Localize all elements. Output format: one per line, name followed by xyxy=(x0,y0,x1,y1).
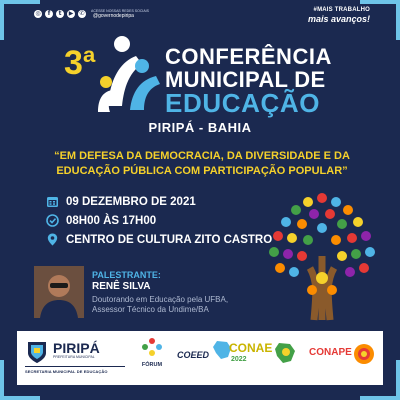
hands-tree-illustration xyxy=(262,186,382,322)
slogan xyxy=(308,6,370,24)
conae-label: CONAE xyxy=(229,341,273,355)
corner-decoration xyxy=(0,396,40,400)
date-row xyxy=(46,195,196,208)
coeed-label: COEED xyxy=(177,350,210,360)
conference-logo xyxy=(60,34,170,114)
conape-star-icon xyxy=(353,343,375,365)
time-row xyxy=(46,214,156,227)
secretaria-name: SECRETARIA MUNICIPAL DE EDUCAÇÃO xyxy=(25,369,108,374)
social-strip xyxy=(34,9,149,19)
twitter-icon[interactable]: t xyxy=(56,10,64,18)
speaker-desc-2: Assessor Técnico da Undime/BA xyxy=(92,305,209,314)
theme-quote: “EM DEFESA DA DEMOCRACIA, DA DIVERSIDADE E DA EDUCAÇÃO PÚBLICA COM PARTICIPAÇÃO POPULAR” xyxy=(54,150,350,177)
calendar-icon xyxy=(46,195,59,208)
slogan-bottom: mais avanços! xyxy=(307,14,370,24)
conae-map-icon xyxy=(273,341,297,365)
title-line-2: MUNICIPAL DE xyxy=(165,67,326,92)
event-date: 09 DEZEMBRO DE 2021 xyxy=(66,195,196,208)
corner-decoration xyxy=(360,0,400,4)
youtube-icon[interactable]: ▶ xyxy=(68,10,74,17)
handle-block xyxy=(91,9,149,19)
event-location: CENTRO DE CULTURA ZITO CASTRO xyxy=(66,233,273,246)
speaker-label: PALESTRANTE: xyxy=(92,270,161,280)
ordinal-text: 3ª xyxy=(64,44,96,82)
conae-logo xyxy=(229,339,303,379)
facebook-icon[interactable]: f xyxy=(45,10,53,18)
event-time: 08H00 ÀS 17H00 xyxy=(66,214,157,227)
corner-decoration xyxy=(396,0,400,40)
corner-decoration xyxy=(0,360,4,400)
location-pin-icon xyxy=(46,233,59,246)
title-line-3: EDUCAÇÃO xyxy=(165,88,321,118)
prefeitura-sub: PREFEITURA MUNICIPAL xyxy=(53,355,95,359)
speaker-photo xyxy=(34,266,84,318)
corner-decoration xyxy=(0,0,40,4)
corner-decoration xyxy=(396,360,400,400)
speaker-info xyxy=(92,270,228,315)
forum-label: FÓRUM xyxy=(141,362,163,368)
social-handle: @governodepiripa xyxy=(93,13,134,19)
conape-label: CONAPE xyxy=(309,347,352,358)
divider xyxy=(25,366,125,367)
clock-icon xyxy=(46,214,59,227)
instagram-icon[interactable]: ◎ xyxy=(35,10,41,17)
conae-year: 2022 xyxy=(231,356,247,363)
speaker-desc-1: Doutorando em Educação pela UFBA, xyxy=(92,295,229,304)
whatsapp-icon[interactable]: ✆ xyxy=(79,10,85,17)
prefeitura-logo xyxy=(23,339,133,379)
forum-logo xyxy=(135,337,169,368)
title-line-1: CONFERÊNCIA xyxy=(165,44,332,69)
footer-logos xyxy=(17,331,383,385)
prefeitura-name: PIRIPÁ xyxy=(53,340,100,356)
figures-icon xyxy=(60,34,170,114)
corner-decoration xyxy=(360,396,400,400)
coat-of-arms-icon xyxy=(25,339,49,365)
handle-caption: ACESSE NOSSAS REDES SOCIAIS xyxy=(91,9,149,13)
coeed-logo xyxy=(177,345,237,363)
location-row xyxy=(46,233,272,246)
conference-title xyxy=(165,44,332,118)
forum-icon xyxy=(141,337,163,357)
conape-logo xyxy=(309,341,379,377)
corner-decoration xyxy=(0,0,4,40)
speaker-name: RENÊ SILVA xyxy=(92,281,151,292)
city-label: PIRIPÁ - BAHIA xyxy=(148,120,252,135)
slogan-top: #MAIS TRABALHO xyxy=(313,7,370,13)
